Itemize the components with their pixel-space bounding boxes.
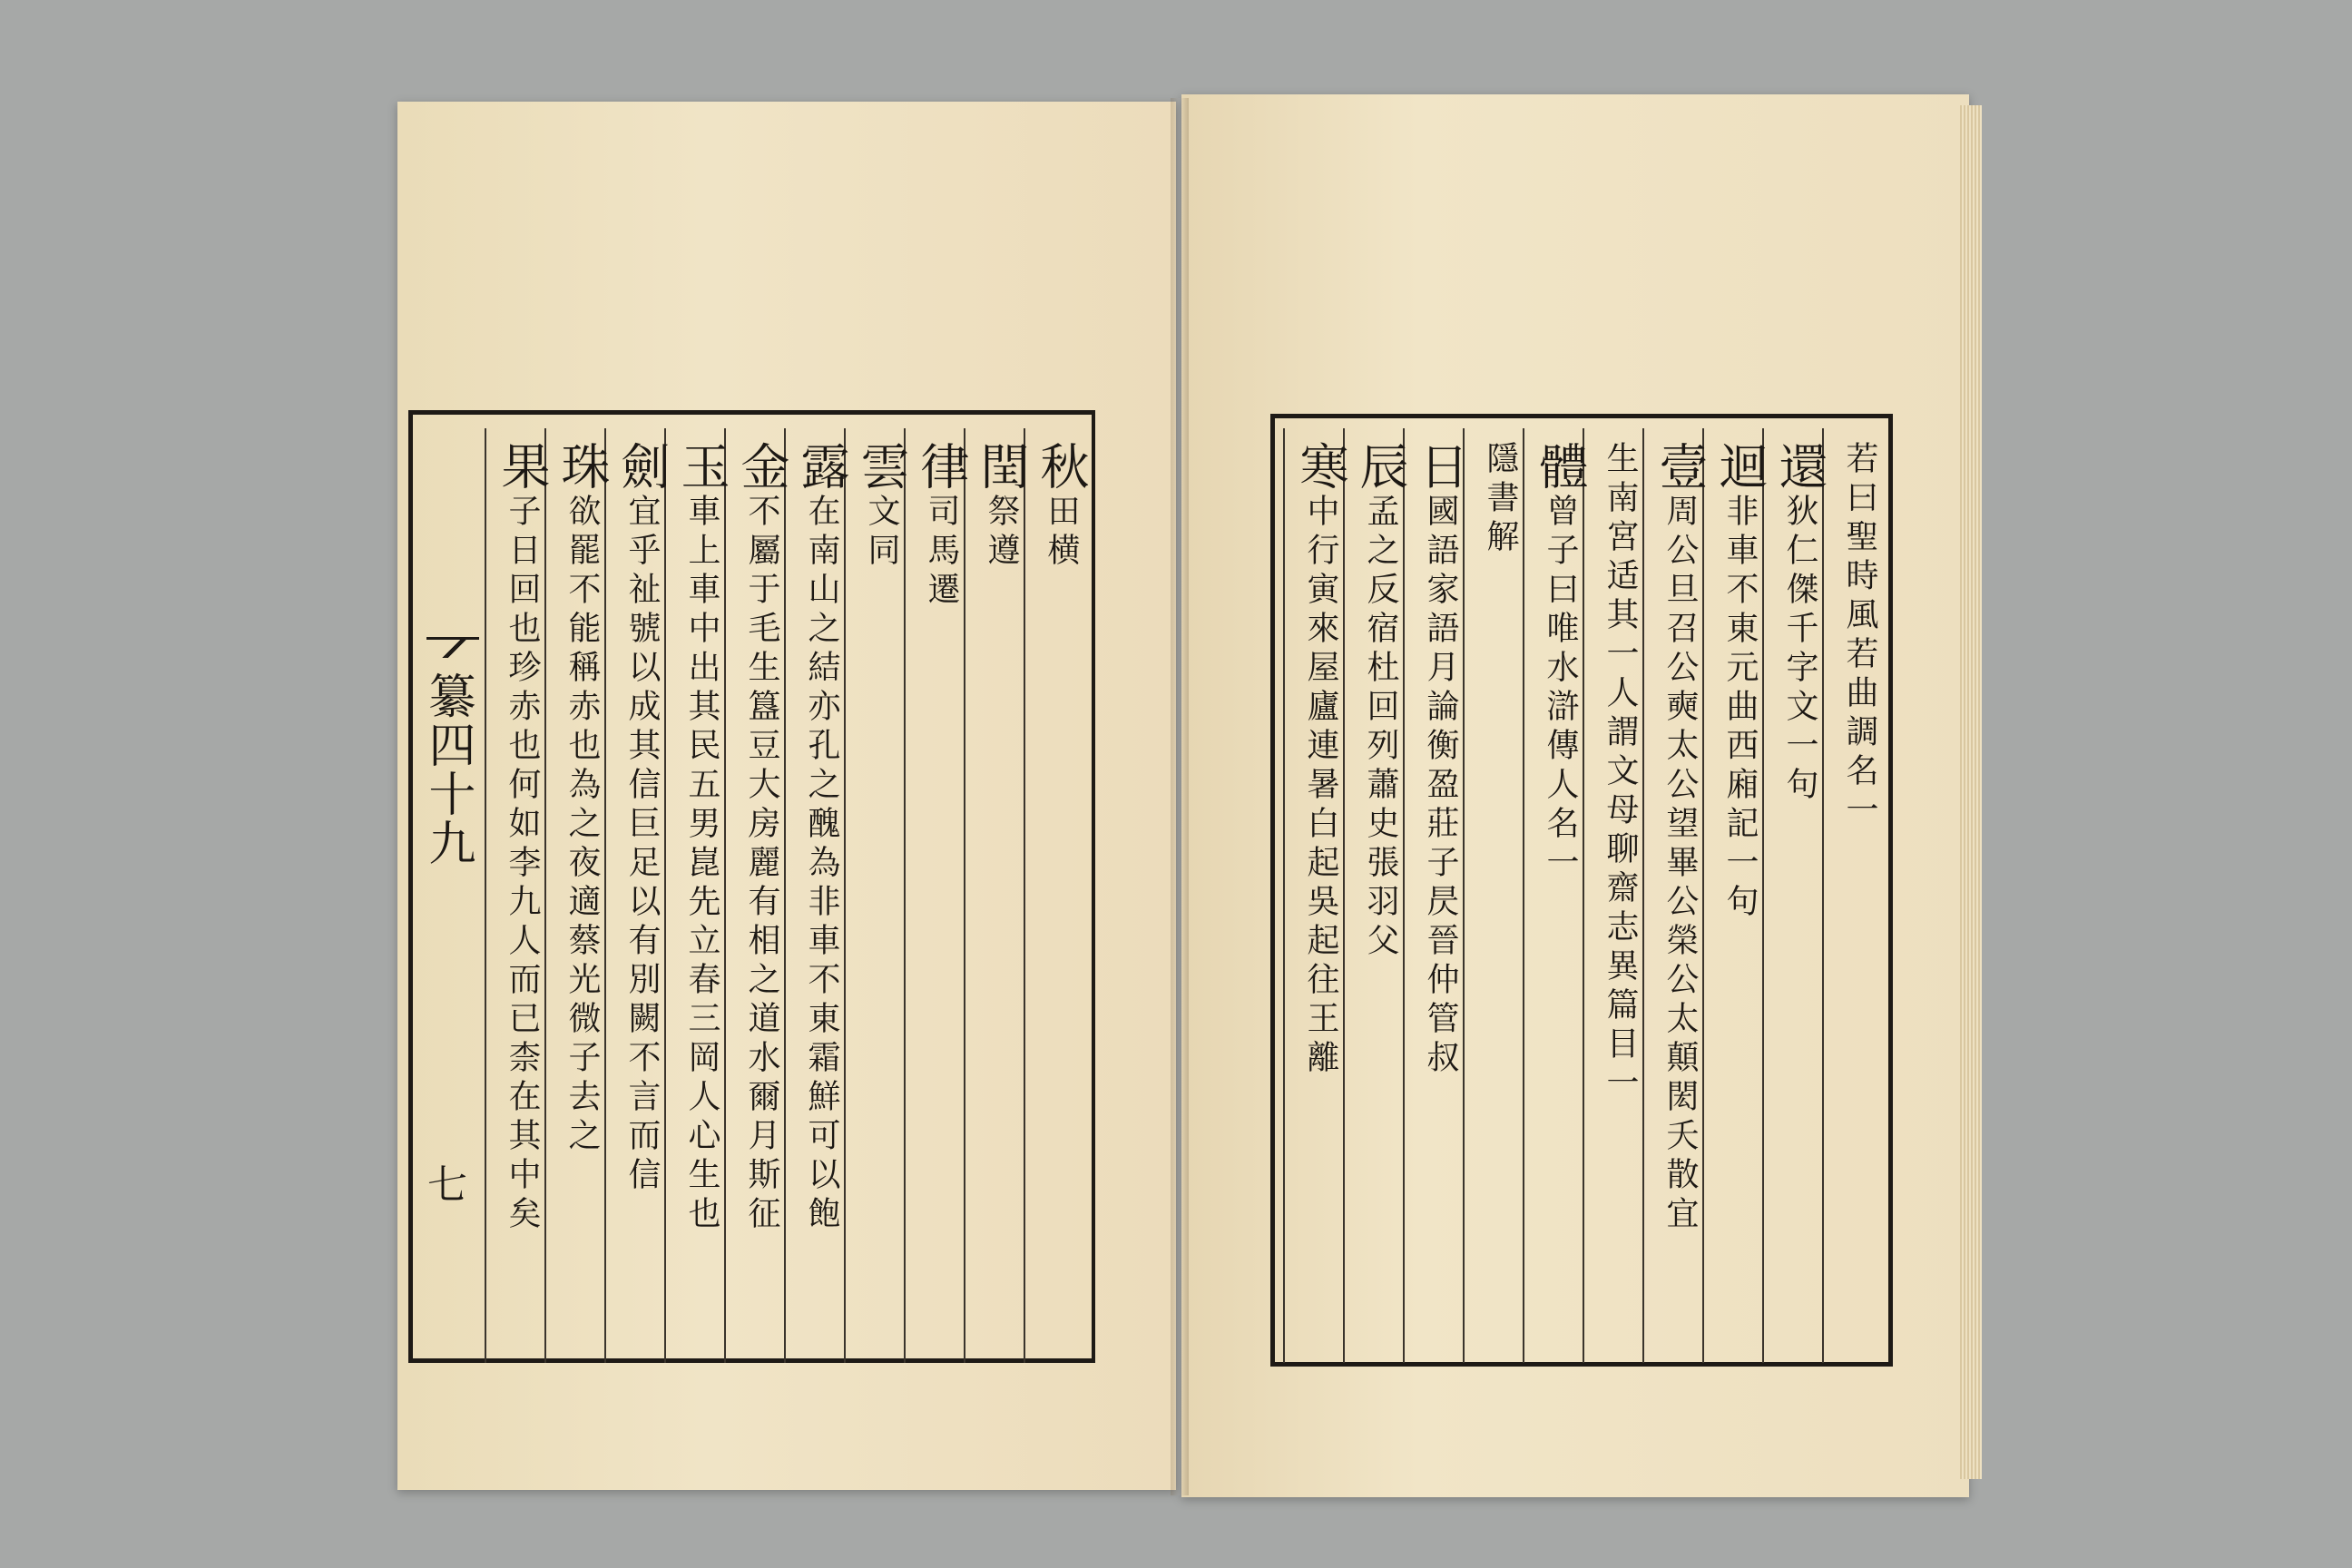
right-column: [1773, 441, 1826, 806]
column-headword: 珠: [554, 441, 611, 494]
column-headword: 壹: [1651, 441, 1709, 494]
left-block-center-title: 纂四十九: [420, 671, 475, 867]
column-text: 不屬于毛生簋豆大房麗有相之道水爾月斯征: [743, 494, 780, 1235]
column-text: 在南山之結亦孔之醜為非車不東霜鮮可以飽: [803, 494, 840, 1235]
page-block-edge: [1960, 105, 1982, 1479]
left-column: [1033, 441, 1090, 572]
right-column: [1412, 441, 1469, 1079]
left-column: [973, 441, 1030, 572]
left-column: [735, 441, 788, 1235]
column-headword: 體: [1532, 441, 1589, 494]
right-column: [1352, 441, 1409, 962]
column-text: 曾子曰唯水滸傳人名一: [1542, 494, 1579, 884]
column-headword: 閏: [973, 441, 1030, 494]
right-column: [1593, 441, 1646, 1104]
column-headword: 辰: [1352, 441, 1409, 494]
right-column-rule: [1523, 428, 1524, 1363]
left-folio-number: 七: [420, 1163, 466, 1203]
fish-tail-mark: [426, 637, 479, 667]
column-text: 欲罷不能稱赤也為之夜適蔡光微子去之: [564, 494, 601, 1157]
left-column-rule: [485, 428, 486, 1363]
column-text: 狄仁傑千字文一句: [1781, 494, 1818, 806]
column-headword: 迴: [1711, 441, 1769, 494]
left-column: [494, 441, 551, 1235]
column-text: 生南宮适其一人謂文母聊齋志異篇目一: [1602, 441, 1639, 1104]
column-text: 周公旦召公奭太公望畢公榮公太顛閎夭散宜: [1661, 494, 1699, 1235]
column-text: 田横: [1043, 494, 1080, 572]
column-text: 隱書解: [1482, 441, 1519, 558]
left-column: [913, 441, 970, 611]
column-headword: 劍: [613, 441, 671, 494]
column-headword: 秋: [1033, 441, 1090, 494]
column-headword: 露: [793, 441, 850, 494]
right-column: [1833, 441, 1886, 831]
column-headword: 寒: [1292, 441, 1349, 494]
left-column: [554, 441, 611, 1157]
column-headword: 果: [494, 441, 551, 494]
column-text: 車上車中出其民五男崑先立春三岡人心生也: [683, 494, 720, 1235]
book-gutter: [1171, 98, 1189, 1495]
column-text: 若曰聖時風若曲調名一: [1841, 441, 1878, 831]
left-column: [795, 441, 848, 1235]
column-text: 子日回也珍赤也何如李九人而已柰在其中矣: [504, 494, 541, 1235]
right-column: [1294, 441, 1347, 1079]
column-headword: 金: [733, 441, 790, 494]
right-column: [1711, 441, 1769, 923]
column-headword: 日: [1412, 441, 1469, 494]
left-column: [675, 441, 728, 1235]
column-text: 司馬遷: [923, 494, 960, 611]
column-headword: 雲: [853, 441, 910, 494]
right-column: [1651, 441, 1709, 1235]
column-text: 非車不東元曲西廂記一句: [1721, 494, 1759, 923]
column-text: 孟之反宿杜回列蕭史張羽父: [1362, 494, 1399, 962]
right-column: [1474, 441, 1526, 558]
left-column: [613, 441, 671, 1196]
right-column-rule: [1283, 428, 1285, 1363]
right-column: [1532, 441, 1589, 884]
column-headword: 還: [1771, 441, 1828, 494]
column-text: 祭遵: [983, 494, 1020, 572]
column-headword: 律: [913, 441, 970, 494]
column-text: 國語家語月論衡盈莊子昃晉仲管叔: [1422, 494, 1459, 1079]
column-text: 文同: [863, 494, 900, 572]
column-headword: 玉: [673, 441, 730, 494]
column-text: 中行寅來屋廬連暑白起吳起往王離: [1302, 494, 1339, 1079]
column-text: 宜乎祉號以成其信巨足以有別闕不言而信: [623, 494, 661, 1196]
left-column: [853, 441, 910, 572]
